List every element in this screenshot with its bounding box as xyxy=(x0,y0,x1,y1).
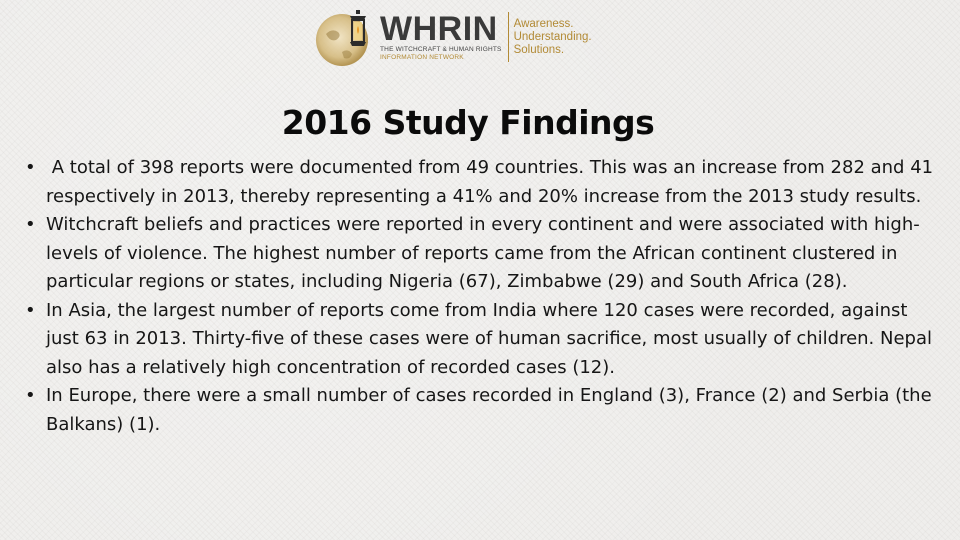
logo-name: WHRIN xyxy=(380,10,498,48)
finding-item-continents xyxy=(22,211,944,297)
finding-text: A total of 398 reports were documented from 49 countries. This was an increase from 282 and 41 respectively in 2013, thereby representing a 41% and 20% increase from the 2013 study results. xyxy=(46,157,939,207)
logo-subtitle-line1: THE WITCHCRAFT & HUMAN RIGHTS xyxy=(380,46,502,53)
finding-text: Witchcraft beliefs and practices were reported in every continent and were associated with high-levels of violence. The highest number of reports came from the African continent clustered in particular regions or states, including Nigeria (67), Zimbabwe (29) and South Africa (28). xyxy=(46,214,920,292)
tagline-awareness: Awareness. xyxy=(513,17,574,30)
bullet-icon: • xyxy=(25,385,36,406)
findings-list xyxy=(22,154,944,439)
logo-subtitle-line2: INFORMATION NETWORK xyxy=(380,54,464,61)
logo-divider xyxy=(508,12,509,62)
bullet-icon: • xyxy=(25,299,36,321)
finding-item-asia xyxy=(22,297,944,383)
slide-title: 2016 Study Findings xyxy=(281,103,655,142)
logo-tagline xyxy=(514,18,592,57)
whrin-logo xyxy=(312,4,602,70)
tagline-understanding: Understanding. xyxy=(513,30,592,43)
globe-lantern-icon xyxy=(312,4,378,70)
bullet-icon: • xyxy=(25,214,36,235)
tagline-solutions: Solutions. xyxy=(513,43,565,56)
logo-wordmark xyxy=(380,12,502,62)
finding-item-europe xyxy=(22,382,944,439)
bullet-icon: • xyxy=(25,157,36,178)
finding-text: In Asia, the largest number of reports come from India where 120 cases were recorded, against just 63 in 2013. Thirty-five of these cases were of human sacrifice, most usually of children. Nepal also has a relatively high concentration of recorded cases (12). xyxy=(46,299,932,378)
finding-text: In Europe, there were a small number of cases recorded in England (3), France (2) and Serbia (the Balkans) (1). xyxy=(46,385,932,435)
finding-item-reports-total xyxy=(22,154,944,211)
